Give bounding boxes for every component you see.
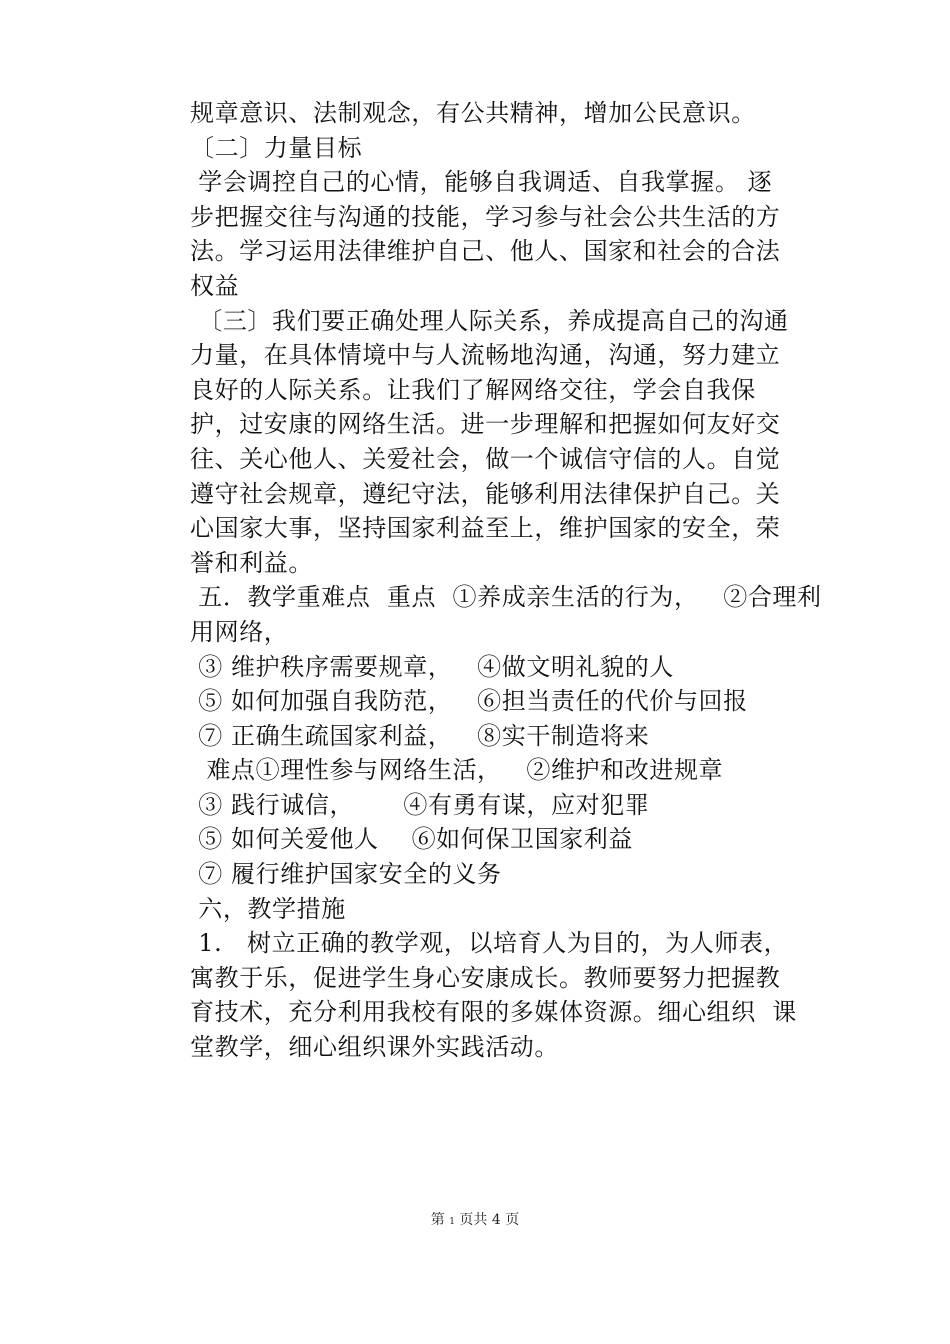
text-line: 权益 (190, 271, 240, 300)
text-line: 良好的人际关系。让我们了解网络交往，学会自我保 (190, 375, 756, 404)
text-line: 用网络， (190, 617, 289, 646)
text-line: 1. 树立正确的教学观，以培育人为目的，为人师表， (190, 929, 789, 958)
body-text (190, 96, 822, 1065)
text-line: 遵守社会规章，遵纪守法，能够利用法律保护自己。关 (190, 479, 781, 508)
list-item: ③ 践行诚信， ④有勇有谋，应对犯罪 (190, 790, 650, 819)
list-item: ⑤ 如何加强自我防范， ⑥担当责任的代价与回报 (190, 687, 748, 716)
section-heading: 六，教学措施 (190, 894, 346, 923)
current-page-number: 1 (449, 1217, 455, 1227)
total-page-number: 4 (491, 1212, 501, 1228)
section-heading: 〔二〕力量目标 (190, 133, 363, 162)
text-line: 〔三〕我们要正确处理人际关系，养成提高自己的沟通 (190, 306, 789, 335)
text-line: 堂教学，细心组织课外实践活动。 (190, 1033, 559, 1062)
text-line: 步把握交往与沟通的技能，学习参与社会公共生活的方 (190, 202, 781, 231)
list-item: ③ 维护秩序需要规章， ④做文明礼貌的人 (190, 652, 674, 681)
list-item: 难点①理性参与网络生活， ②维护和改进规章 (190, 756, 724, 785)
footer-suffix: 页 (505, 1212, 520, 1228)
text-line: 力量，在具体情境中与人流畅地沟通，沟通，努力建立 (190, 341, 781, 370)
text-line: 往、关心他人、关爱社会，做一个诚信守信的人。自觉 (190, 444, 781, 473)
text-line: 护，过安康的网络生活。进一步理解和把握如何友好交 (190, 410, 781, 439)
list-item: ⑦ 履行维护国家安全的义务 (190, 860, 502, 889)
text-line: 誉和利益。 (190, 548, 313, 577)
text-line: 规章意识、法制观念，有公共精神，增加公民意识。 (190, 99, 756, 127)
footer-prefix: 第 (430, 1212, 445, 1228)
text-line: 心国家大事，坚持国家利益至上，维护国家的安全，荣 (190, 514, 781, 543)
list-item: ⑤ 如何关爱他人 ⑥如何保卫国家利益 (190, 825, 633, 854)
section-heading: 五．教学重难点 重点 ①养成亲生活的行为， ②合理利 (190, 583, 822, 612)
page-footer (0, 1210, 950, 1232)
text-line: 育技术，充分利用我校有限的多媒体资源。细心组织 课 (190, 998, 797, 1027)
text-line: 学会调控自己的心情，能够自我调适、自我掌握。 逐 (190, 168, 773, 197)
text-line: 法。学习运用法律维护自己、他人、国家和社会的合法 (190, 237, 781, 266)
text-line: 寓教于乐，促进学生身心安康成长。教师要努力把握教 (190, 963, 781, 992)
footer-middle: 页共 (459, 1212, 488, 1228)
list-item: ⑦ 正确生疏国家利益， ⑧实干制造将来 (190, 721, 650, 750)
